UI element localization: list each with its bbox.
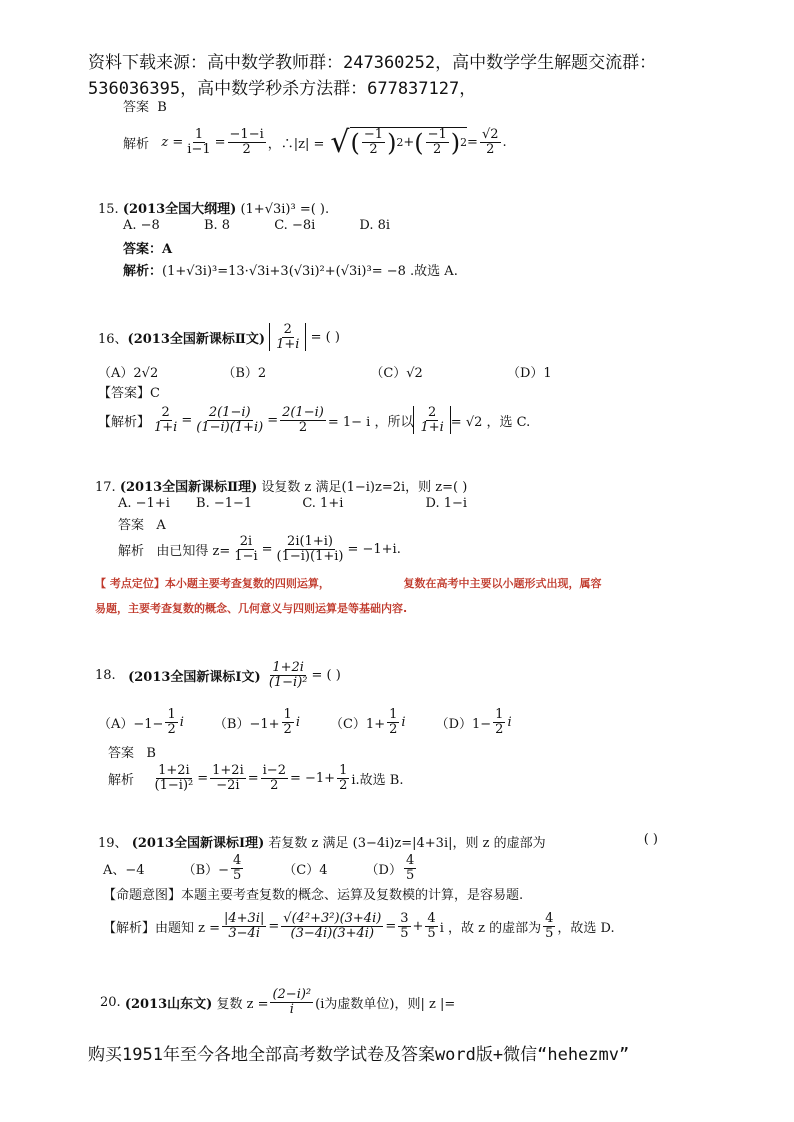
note-text: 【 考点定位】本小题主要考查复数的四则运算， xyxy=(95,577,330,590)
num: |4+3i| xyxy=(224,910,265,926)
analysis-text: = √2 ，选 C. xyxy=(450,414,531,430)
num: 4 xyxy=(545,910,554,926)
fraction xyxy=(152,406,179,434)
analysis-text: ，故选 D. xyxy=(557,920,615,936)
num: 1 xyxy=(389,706,398,722)
fraction xyxy=(274,323,301,351)
den: i xyxy=(289,1001,294,1017)
num: 2 xyxy=(283,321,292,337)
sqrt-icon: √ xyxy=(330,124,350,160)
num: 2i(1+i) xyxy=(287,533,333,549)
den: 1+i xyxy=(154,419,178,435)
fraction xyxy=(261,764,288,792)
den: (3−4i)(3+4i) xyxy=(290,925,375,941)
q20-stem xyxy=(100,980,455,1024)
num: 1 xyxy=(495,706,504,722)
stem-tail: = ( ) xyxy=(310,329,340,345)
footer-line: 购买1951年至今各地全部高考数学试卷及答案word版+微信“hehezmv” xyxy=(88,1045,630,1065)
option-c: C. 1+i xyxy=(302,496,344,511)
fraction xyxy=(222,912,266,940)
option-c: C. −8i xyxy=(274,218,316,233)
den: 5 xyxy=(427,925,436,941)
analysis-text: i ，故 z 的虚部为 xyxy=(439,920,542,936)
answer-paren: ( ) xyxy=(643,832,658,847)
den: 2 xyxy=(298,419,308,435)
therefore-text: ，∴|z| = xyxy=(267,136,325,152)
abs-value xyxy=(413,406,450,434)
num: 1+2i xyxy=(212,762,244,778)
paren-icon: ( xyxy=(414,128,424,157)
den: 2 xyxy=(486,141,495,157)
option-c: （C）1+ xyxy=(329,716,386,732)
fraction xyxy=(282,708,294,736)
q-number: 16、 xyxy=(98,331,128,347)
q-number: 15. xyxy=(98,202,119,217)
fraction xyxy=(270,988,313,1016)
num: 1 xyxy=(194,126,204,142)
den: 2 xyxy=(270,777,279,793)
analysis-text: (1+√3i)³=13·√3i+3(√3i)²+(√3i)³= −8 .故选 A. xyxy=(162,264,458,279)
note-text: 复数在高考中主要以小题形式出现，属容 xyxy=(403,577,602,590)
q17-analysis: 解析 由已知得 z= $\frac{2i}{1-i}$ = $\frac{2i(1+i)}{(1-i)(1+i)}$ = −1+i. xyxy=(118,533,401,564)
fraction xyxy=(493,708,505,736)
fraction xyxy=(231,854,243,882)
q16-stem xyxy=(98,318,340,356)
paren-icon: ( xyxy=(350,128,360,157)
q-stem: (i为虚数单位)，则| z |= xyxy=(315,996,456,1012)
option-b: （B）2 xyxy=(222,366,267,381)
q-source: (2013全国新课标Ⅱ文) xyxy=(127,331,265,347)
analysis-text: = 1− i ，所以 xyxy=(327,414,414,430)
q-source: (2013全国新课标Ⅰ理) xyxy=(131,836,265,851)
option-d: （D）1 xyxy=(506,366,552,381)
answer-value: B xyxy=(157,100,167,115)
q16-answer: 【答案】C xyxy=(98,386,160,401)
eq-sign: = xyxy=(214,134,226,150)
fraction xyxy=(153,764,196,792)
analysis-text: 由已知得 z= xyxy=(156,543,231,559)
q-source: (2013山东文) xyxy=(124,996,213,1012)
fraction xyxy=(185,128,212,156)
den: (1−i)² xyxy=(154,777,194,793)
num: 4 xyxy=(233,852,242,868)
q15-options xyxy=(123,218,390,233)
q18-analysis: 解析 $\frac{1+2i}{\text{(1−i)²}}$ = $\frac{1+2i}{-2i}$ = $\frac{i-2}{2}$ = −1+ $\frac{1}{2}$ i.故选 B. xyxy=(108,762,404,793)
option-b: B. 8 xyxy=(203,218,231,233)
fraction xyxy=(398,912,410,940)
paren-icon: ) xyxy=(450,128,461,157)
fraction xyxy=(194,406,265,434)
q-source: (2013全国新课标Ⅰ文) xyxy=(128,669,261,685)
q-source: (2013全国大纲理) xyxy=(122,202,237,217)
num: 1+2i xyxy=(158,762,190,778)
den: −2i xyxy=(216,777,240,793)
q19-options xyxy=(103,848,418,888)
fraction xyxy=(232,535,259,563)
option-b: （B）−1+ xyxy=(213,716,280,732)
analysis-label: 【解析】 xyxy=(98,414,151,430)
answer-label: 答案 xyxy=(108,746,135,761)
imag-unit: i xyxy=(507,714,512,730)
answer-label: 答案 xyxy=(123,100,150,115)
fraction xyxy=(404,854,416,882)
q17-stem xyxy=(95,476,467,495)
q-stem: 设复数 z 满足(1−i)z=2i，则 z=( ) xyxy=(261,480,468,495)
fraction xyxy=(426,128,449,156)
answer-value: A xyxy=(156,518,166,533)
analysis-label: 解析： xyxy=(123,264,163,279)
num: 4 xyxy=(405,852,415,868)
option-a: （A）2√2 xyxy=(98,366,159,381)
den: 2 xyxy=(369,142,378,157)
sup: 2 xyxy=(460,136,468,149)
q15-answer: 答案：A xyxy=(123,242,173,257)
den: (1−i)(1+i) xyxy=(276,548,344,564)
fraction xyxy=(425,912,437,940)
fraction xyxy=(275,535,346,563)
imag-unit: i xyxy=(179,714,184,730)
q17-note-line-1 xyxy=(95,575,602,591)
den: 2 xyxy=(242,141,251,157)
fraction xyxy=(543,912,555,940)
num: 2(1−i) xyxy=(208,404,251,420)
fraction xyxy=(280,406,326,434)
paren-icon: ) xyxy=(387,128,397,157)
q19-intent: 【命题意图】本题主要考查复数的概念、运算及复数模的计算，是容易题. xyxy=(103,888,524,903)
den: 5 xyxy=(233,867,242,883)
q-number: 20. xyxy=(100,994,121,1010)
analysis-label: 解析 xyxy=(108,772,135,788)
q-stem: (1+√3i)³ =( ). xyxy=(240,202,330,217)
fraction xyxy=(228,128,266,156)
q17-note-line-2: 易题，主要考查复数的概念、几何意义与四则运算是等基础内容. xyxy=(95,602,408,615)
header-line-1: 资料下载来源：高中数学教师群：247360252，高中数学学生解题交流群： xyxy=(88,53,657,73)
plus-sign: + xyxy=(403,135,415,150)
q15-stem xyxy=(98,198,329,217)
fraction xyxy=(387,708,399,736)
den: 2 xyxy=(167,721,176,737)
analysis-label: 解析 xyxy=(118,543,145,559)
num: 4 xyxy=(427,910,436,926)
q-number: 18. xyxy=(95,667,116,683)
q19-analysis: 【解析】由题知 z = $\frac{|4+3i|}{3-4i}$ = $\frac{\text{√(4²+3²)(3+4i)}}{(3-4i)(3+4i)}$ = $\frac{3}{5}$ + $\frac{4}{5}$ i ，故 z 的虚部为 $\frac{4}{5}$ ，故选 D. xyxy=(103,910,615,941)
fraction xyxy=(267,661,310,689)
den: 5 xyxy=(400,925,409,941)
q-stem: 若复数 z 满足 (3−4i)z=|4+3i|，则 z 的虚部为 xyxy=(268,836,546,851)
num: 2 xyxy=(161,404,170,420)
num: 1 xyxy=(283,706,292,722)
den: 3−4i xyxy=(228,925,260,941)
q-number: 19、 xyxy=(98,836,128,851)
option-d: D. 8i xyxy=(359,218,391,233)
num: √2 xyxy=(481,126,499,142)
option-d: D. 1−i xyxy=(425,496,468,511)
num: 1+2i xyxy=(272,659,304,675)
option-d: （D）1− xyxy=(435,716,492,732)
sup: 2 xyxy=(396,136,404,149)
analysis-text: = −1+i. xyxy=(347,541,401,557)
analysis-label: 解析 xyxy=(123,136,150,152)
stem-tail: = ( ) xyxy=(311,667,341,683)
fraction xyxy=(210,764,246,792)
fraction xyxy=(480,128,501,156)
num: −1 xyxy=(427,127,447,143)
q15-analysis xyxy=(123,260,458,279)
num: i−2 xyxy=(262,762,286,778)
analysis-text: 【解析】由题知 z = xyxy=(103,920,221,936)
answer-label: 答案 xyxy=(118,518,145,533)
answer-value: B xyxy=(146,746,156,761)
option-a: A. −1+i xyxy=(118,496,170,511)
q-source: (2013全国新课标Ⅱ理) xyxy=(119,480,258,495)
den: 2 xyxy=(339,777,348,793)
header-line-2: 536036395，高中数学秒杀方法群：677837127， xyxy=(88,79,477,99)
option-b: （B）− xyxy=(182,862,230,878)
den: i−1 xyxy=(187,141,211,157)
sqrt-body xyxy=(350,127,468,156)
eq-text: z = xyxy=(161,134,184,150)
den: 1+i xyxy=(420,419,444,435)
num: 2 xyxy=(427,404,437,420)
option-d: （D） xyxy=(365,862,402,878)
option-b: B. −1−1 xyxy=(196,496,253,511)
num: √(4²+3²)(3+4i) xyxy=(283,910,382,926)
analysis-text: = −1+ xyxy=(289,770,336,786)
den: 1−i xyxy=(234,548,258,564)
num: −1−i xyxy=(229,126,264,142)
abs-value xyxy=(269,323,306,351)
q18-stem xyxy=(95,655,341,695)
den: 1+i xyxy=(276,336,300,352)
num: 2i xyxy=(239,533,253,549)
option-a: A. −8 xyxy=(123,218,160,233)
option-c: （C）4 xyxy=(283,862,328,878)
den: 2 xyxy=(433,142,442,157)
q-number: 17. xyxy=(95,480,116,495)
q16-options xyxy=(98,362,552,381)
num: 1 xyxy=(339,762,348,778)
num: (2−i)² xyxy=(272,986,312,1002)
den: (1−i)(1+i) xyxy=(196,419,264,435)
option-c: （C）√2 xyxy=(370,366,423,381)
option-a: A、−4 xyxy=(103,862,145,878)
q14-answer xyxy=(123,96,167,115)
fraction xyxy=(165,708,177,736)
option-a: （A）−1− xyxy=(98,716,164,732)
q14-analysis: 解析 z = $\frac{1}{i-1}$ = $\frac{-1-i}{2}$ ，∴|z| = √ ( $\frac{-1}{2}$ ) 2 + ( $\frac{-1}{2}$ ) 2 = $\frac{√2}{2}$ . xyxy=(123,124,507,160)
fraction xyxy=(362,128,385,156)
imag-unit: i xyxy=(295,714,300,730)
den: 2 xyxy=(389,721,398,737)
fraction xyxy=(281,912,383,940)
analysis-text: i.故选 B. xyxy=(351,772,404,788)
q-stem: 复数 z = xyxy=(216,996,269,1012)
q18-options xyxy=(98,702,512,742)
imag-unit: i xyxy=(401,714,406,730)
num: −1 xyxy=(363,127,384,143)
num: 2(1−i) xyxy=(282,404,324,420)
den: 2 xyxy=(283,721,292,737)
q16-analysis: 【解析】 $\frac{2}{1+i}$ = $\frac{2(1-i)}{(1-i)(1+i)}$ = $\frac{2(1-i)}{2}$ = 1− i ，所以 $\frac{2}{1+i}$ = √2 ，选 C. xyxy=(98,404,531,435)
num: 3 xyxy=(400,910,409,926)
q17-options xyxy=(118,496,467,511)
den: 5 xyxy=(545,925,554,941)
num: 1 xyxy=(167,706,176,722)
den: (1−i)² xyxy=(268,674,308,690)
den: 5 xyxy=(405,867,415,883)
fraction xyxy=(337,764,349,792)
fraction xyxy=(418,406,445,434)
den: 2 xyxy=(495,721,504,737)
